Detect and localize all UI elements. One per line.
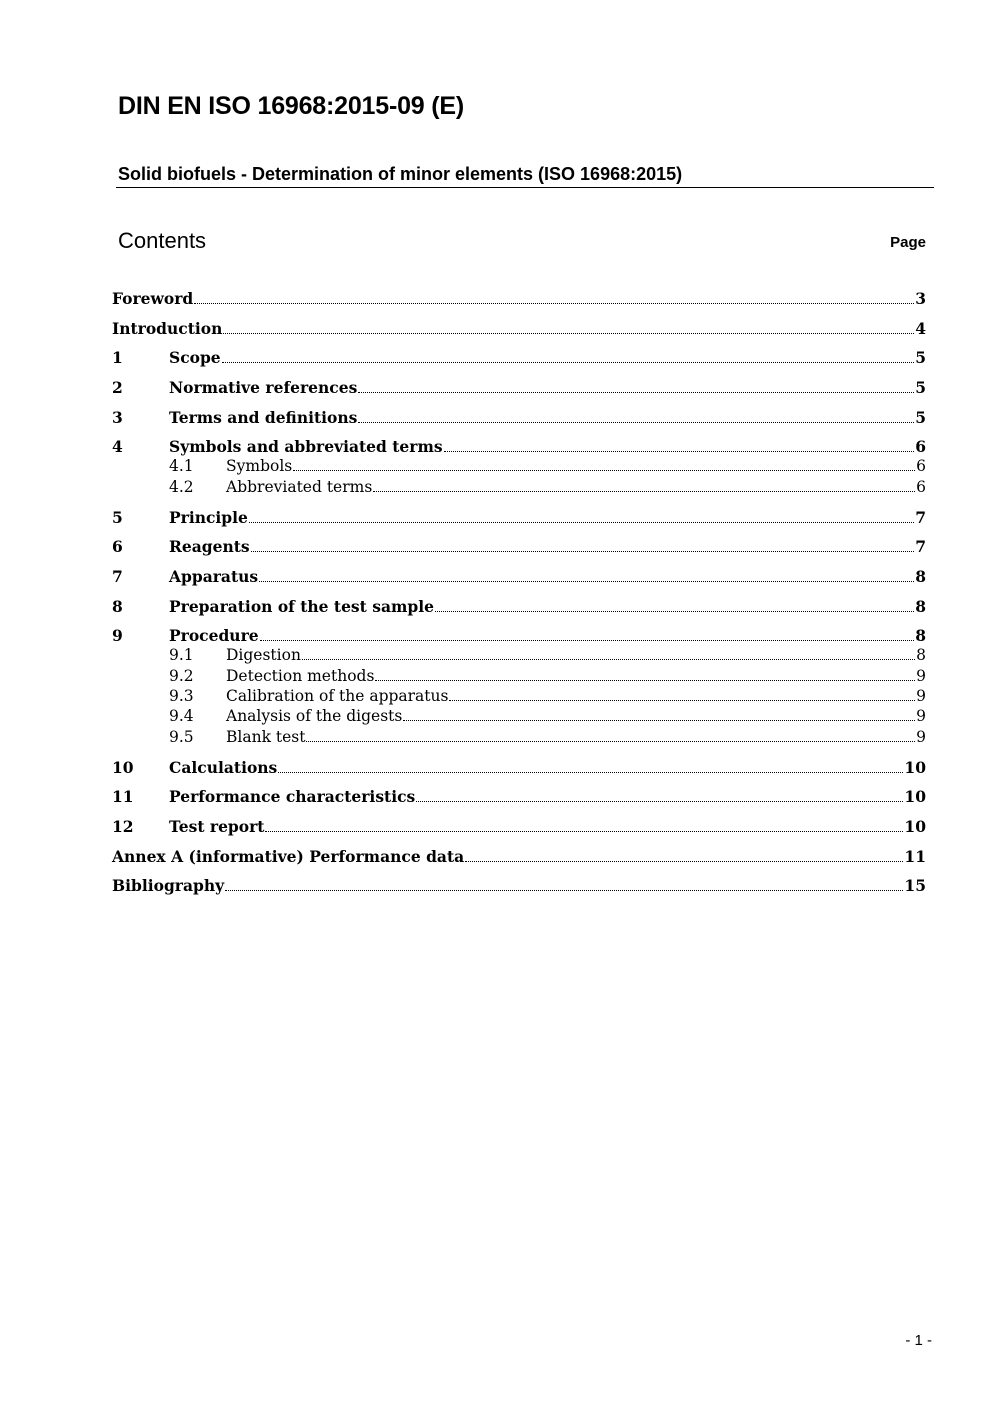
toc-title: Principle [169, 507, 248, 527]
toc-number: 10 [112, 757, 134, 777]
toc-entry[interactable] [112, 597, 926, 617]
page-number: - 1 - [905, 1332, 932, 1349]
toc-subentry[interactable] [112, 646, 926, 666]
toc-entry[interactable] [112, 319, 926, 339]
toc-dot-leader [373, 491, 915, 492]
toc-title: Detection methods [226, 666, 375, 685]
toc-entry[interactable] [112, 378, 926, 398]
toc-page-number: 4 [915, 318, 926, 338]
toc-page-number: 8 [915, 596, 926, 616]
page-column-heading: Page [890, 234, 926, 251]
toc-dot-leader [194, 303, 914, 304]
toc-dot-leader [449, 700, 915, 701]
toc-page-number: 10 [904, 787, 926, 807]
toc-entry[interactable] [112, 537, 926, 557]
contents-heading: Contents [118, 228, 207, 253]
subtitle-rule [116, 187, 934, 188]
toc-dot-leader [416, 801, 903, 802]
toc-page-number: 6 [915, 437, 926, 457]
toc-number: 9 [112, 626, 123, 646]
toc-dot-leader [223, 333, 914, 334]
toc-entry[interactable] [112, 626, 926, 646]
toc-page-number: 3 [915, 289, 926, 308]
toc-title: Preparation of the test sample [169, 596, 434, 616]
toc-entry[interactable] [112, 437, 926, 457]
toc-number: 3 [112, 407, 123, 427]
toc-number: 9.1 [169, 646, 194, 665]
toc-title: Calculations [169, 757, 278, 777]
toc-page-number: 9 [916, 727, 926, 746]
toc-subentry[interactable] [112, 687, 926, 707]
toc-dot-leader [403, 720, 915, 721]
toc-number: 4.1 [169, 457, 194, 476]
toc-subentry[interactable] [112, 728, 926, 748]
toc-page-number: 5 [915, 378, 926, 398]
toc-title: Introduction [112, 318, 223, 338]
toc-page-number: 10 [904, 757, 926, 777]
toc-title: Terms and definitions [169, 407, 358, 427]
toc-title: Annex A (informative) Performance data [112, 846, 465, 866]
toc-subentry[interactable] [112, 707, 926, 727]
toc-entry[interactable] [112, 408, 926, 428]
toc-number: 6 [112, 537, 123, 557]
toc-dot-leader [435, 611, 914, 612]
toc-number: 9.5 [169, 727, 194, 746]
toc-title: Analysis of the digests [226, 707, 403, 726]
toc-dot-leader [465, 861, 903, 862]
toc-dot-leader [259, 581, 914, 582]
toc-dot-leader [358, 392, 914, 393]
toc-dot-leader [302, 659, 915, 660]
toc-number: 8 [112, 596, 123, 616]
toc-title: Scope [169, 348, 221, 368]
toc-subentry[interactable] [112, 478, 926, 498]
toc-page-number: 9 [916, 687, 926, 706]
toc-page-number: 8 [915, 626, 926, 646]
toc-title: Symbols and abbreviated terms [169, 437, 443, 457]
toc-number: 9.2 [169, 666, 194, 685]
toc-entry[interactable] [112, 508, 926, 528]
toc-dot-leader [249, 522, 914, 523]
toc-number: 11 [112, 787, 134, 807]
toc-dot-leader [306, 741, 915, 742]
toc-title: Normative references [169, 378, 358, 398]
toc-dot-leader [358, 422, 914, 423]
document-title: DIN EN ISO 16968:2015-09 (E) [118, 92, 464, 120]
toc-title: Bibliography [112, 876, 225, 896]
toc-dot-leader [265, 831, 903, 832]
toc-page-number: 9 [916, 666, 926, 685]
toc-entry[interactable] [112, 847, 926, 867]
toc-page-number: 5 [915, 407, 926, 427]
toc-page-number: 7 [915, 507, 926, 527]
toc-dot-leader [293, 470, 915, 471]
toc-title: Foreword [112, 289, 194, 308]
toc-entry[interactable] [112, 348, 926, 368]
toc-entry[interactable] [112, 758, 926, 778]
toc-title: Blank test [226, 727, 306, 746]
toc-title: Calibration of the apparatus [226, 687, 449, 706]
toc-title: Digestion [226, 646, 301, 665]
toc-number: 4 [112, 437, 123, 457]
toc-number: 9.4 [169, 707, 194, 726]
toc-entry[interactable] [112, 876, 926, 896]
toc-dot-leader [251, 551, 915, 552]
toc-title: Test report [169, 817, 265, 837]
table-of-contents [112, 289, 926, 896]
toc-page-number: 11 [904, 846, 926, 866]
toc-title: Apparatus [169, 567, 259, 587]
toc-title: Reagents [169, 537, 250, 557]
toc-dot-leader [375, 680, 915, 681]
toc-dot-leader [225, 890, 903, 891]
toc-dot-leader [278, 772, 903, 773]
toc-title: Symbols [226, 457, 293, 476]
document-subtitle: Solid biofuels - Determination of minor elements (ISO 16968:2015) [118, 164, 683, 184]
toc-number: 7 [112, 567, 123, 587]
toc-entry[interactable] [112, 567, 926, 587]
toc-page-number: 10 [904, 817, 926, 837]
toc-number: 2 [112, 378, 123, 398]
toc-page-number: 8 [916, 646, 926, 665]
toc-subentry[interactable] [112, 457, 926, 477]
toc-title: Procedure [169, 626, 259, 646]
toc-page-number: 15 [904, 876, 926, 896]
toc-number: 12 [112, 817, 134, 837]
toc-entry[interactable] [112, 289, 926, 309]
toc-page-number: 5 [915, 348, 926, 368]
toc-dot-leader [222, 362, 915, 363]
toc-number: 9.3 [169, 687, 194, 706]
toc-subentry[interactable] [112, 667, 926, 687]
toc-page-number: 6 [916, 457, 926, 476]
toc-page-number: 8 [915, 567, 926, 587]
toc-number: 4.2 [169, 477, 194, 496]
toc-page-number: 9 [916, 707, 926, 726]
toc-entry[interactable] [112, 787, 926, 807]
toc-entry[interactable] [112, 817, 926, 837]
toc-number: 5 [112, 507, 123, 527]
toc-title: Abbreviated terms [226, 477, 373, 496]
toc-dot-leader [260, 640, 915, 641]
toc-title: Performance characteristics [169, 787, 416, 807]
toc-number: 1 [112, 348, 123, 368]
toc-dot-leader [444, 451, 915, 452]
toc-page-number: 7 [915, 537, 926, 557]
toc-page-number: 6 [916, 477, 926, 496]
